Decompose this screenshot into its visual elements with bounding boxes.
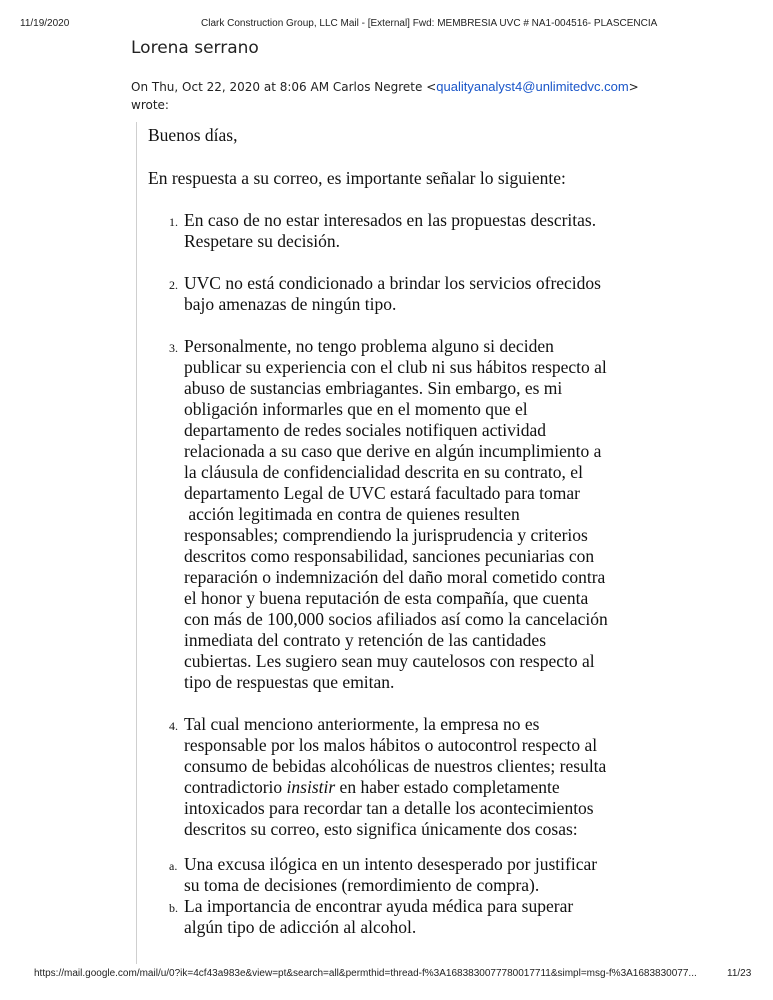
list-item-line: En caso de no estar interesados en las propuestas descritas.: [184, 210, 597, 230]
list-item-line: cubiertas. Les sugiero sean muy cautelosos con respecto al: [184, 651, 595, 671]
quoted-message: [136, 122, 657, 964]
list-item-line: abuso de sustancias embriagantes. Sin embargo, es mi: [184, 378, 563, 398]
list-item-line: bajo amenazas de ningún tipo.: [184, 294, 397, 314]
intro-paragraph: En respuesta a su correo, es importante señalar lo siguiente:: [148, 168, 566, 188]
list-item-line: responsable por los malos hábitos o autocontrol respecto al: [184, 735, 598, 755]
emphasized-word: insistir: [286, 777, 336, 797]
print-title: Clark Construction Group, LLC Mail - [External] Fwd: MEMBRESIA UVC # NA1-004516- PLASCENCIA: [201, 18, 658, 29]
list-item-line: departamento de redes sociales notifiquen actividad: [184, 420, 547, 440]
attribution-wrote: wrote:: [131, 98, 169, 112]
list-item-line: con más de 100,000 socios afiliados así como la cancelación: [184, 609, 608, 629]
list-marker: 4.: [169, 719, 178, 733]
list-item-line: descritos como responsabilidad, sanciones pecuniarias con: [184, 546, 595, 566]
list-item-line: UVC no está condicionado a brindar los servicios ofrecidos: [184, 273, 601, 293]
list-item-line: su toma de decisiones (remordimiento de compra).: [184, 875, 540, 895]
list-item-line: consumo de bebidas alcohólicas de nuestros clientes; resulta: [184, 756, 607, 776]
list-item-line: reparación o indemnización del daño moral cometido contra: [184, 567, 606, 587]
sub-list-item: [169, 896, 654, 938]
list-item-line: departamento Legal de UVC estará facultado para tomar: [184, 483, 580, 503]
list-item-line: intoxicados para recordar tan a detalle los acontecimientos: [184, 798, 594, 818]
list-marker: b.: [169, 901, 178, 915]
attribution-prefix: On Thu, Oct 22, 2020 at 8:06 AM Carlos Negrete <: [131, 80, 437, 94]
page-number: 11/23: [727, 968, 752, 979]
list-item-line: Tal cual menciono anteriormente, la empresa no es: [184, 714, 540, 734]
list-item-line: Respetare su decisión.: [184, 231, 340, 251]
list-item: [169, 210, 654, 252]
print-footer: [0, 968, 773, 982]
line-text: contradictorio: [184, 777, 287, 797]
list-item-line: responsables; comprendiendo la jurisprudencia y criterios: [184, 525, 588, 545]
list-item-line: Una excusa ilógica en un intento desesperado por justificar: [184, 854, 598, 874]
list-item-line: tipo de respuestas que emitan.: [184, 672, 395, 692]
list-item-line: publicar su experiencia con el club ni sus hábitos respecto al: [184, 357, 607, 377]
sub-list-item: [169, 854, 654, 896]
list-item-line: algún tipo de adicción al alcohol.: [184, 917, 417, 937]
list-item-line: inmediata del contrato y retención de las cantidades: [184, 630, 547, 650]
list-item-line: el honor y buena reputación de esta compañía, que cuenta: [184, 588, 589, 608]
list-item-line: la cláusula de confidencialidad descrita en su contrato, el: [184, 462, 583, 482]
greeting: Buenos días,: [148, 125, 238, 145]
list-item: [169, 336, 654, 693]
print-date: 11/19/2020: [20, 18, 70, 29]
list-item-line: obligación informarles que en el momento que el: [184, 399, 528, 419]
list-item-line: descritos su correo, esto significa únicamente dos cosas:: [184, 819, 578, 839]
list-item-line: acción legitimada en contra de quienes resulten: [184, 504, 520, 524]
list-marker: 3.: [169, 341, 178, 355]
list-marker: 1.: [169, 215, 178, 229]
sender-name: Lorena serrano: [131, 38, 259, 58]
list-item-line: relacionada a su caso que derive en algún incumplimiento a: [184, 441, 602, 461]
list-item-line: Personalmente, no tengo problema alguno si deciden: [184, 336, 554, 356]
list-item-line: La importancia de encontrar ayuda médica para superar: [184, 896, 574, 916]
list-item: [169, 273, 654, 315]
line-text: en haber estado completamente: [335, 777, 560, 797]
attribution-suffix: >: [628, 80, 639, 94]
list-item-line: [184, 777, 654, 798]
print-header: [0, 18, 773, 32]
list-item: [169, 714, 654, 840]
print-url: https://mail.google.com/mail/u/0?ik=4cf43a983e&view=pt&search=all&permthid=thread-f%3A1683830077780017711&simpl=msg-f%3A1683830077...: [34, 968, 697, 979]
sender-email-link[interactable]: qualityanalyst4@unlimitedvc.com: [436, 79, 629, 94]
list-marker: a.: [169, 859, 178, 873]
quote-attribution: [131, 78, 651, 114]
list-marker: 2.: [169, 278, 178, 292]
